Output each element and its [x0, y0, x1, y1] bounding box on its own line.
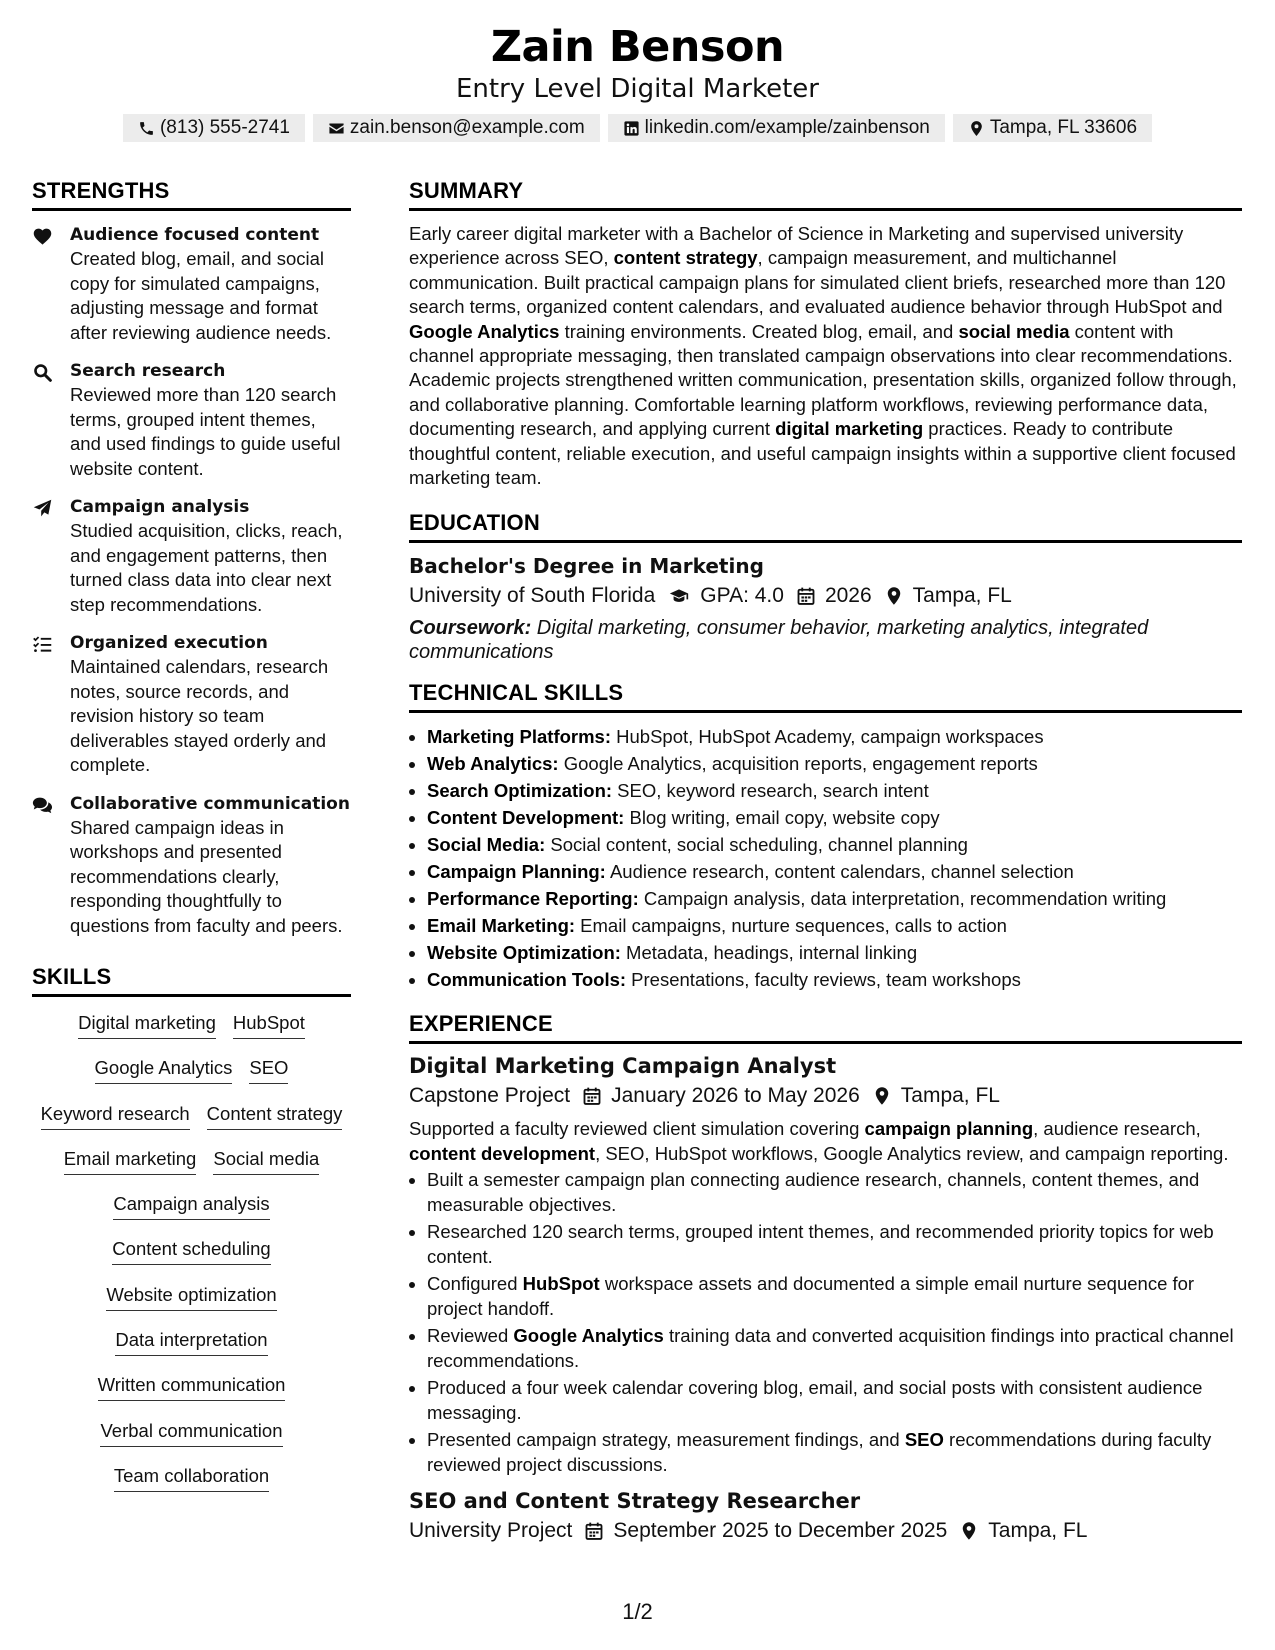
right-column — [409, 178, 1242, 1543]
skill-tag: Digital marketing — [78, 1011, 216, 1039]
strength-title: Collaborative communication — [70, 793, 350, 814]
strength-item — [32, 359, 351, 481]
technical-skill-label: Campaign Planning: — [427, 861, 606, 883]
job-bullet: • Built a semester campaign plan connecting audience research, channels, content themes, and measurable objectives. — [427, 1168, 1242, 1217]
skill-row — [32, 1102, 351, 1147]
skill-row — [32, 1328, 351, 1373]
calendar-icon — [796, 586, 816, 606]
school-name: University of South Florida — [409, 584, 656, 608]
experience-heading: EXPERIENCE — [409, 1011, 1242, 1044]
job-bullet: • Reviewed Google Analytics training data and converted acquisition findings into practical channel recommendations. — [427, 1324, 1242, 1373]
job-dates: September 2025 to December 2025 — [613, 1519, 948, 1543]
location-text: Tampa, FL 33606 — [989, 117, 1138, 138]
contact-phone[interactable] — [123, 114, 305, 142]
contact-location — [953, 114, 1152, 142]
job-bullet: • Produced a four week calendar covering blog, email, and social posts with consistent audience messaging. — [427, 1376, 1242, 1425]
highlight-text: social media — [958, 320, 1070, 342]
skill-row — [32, 1373, 351, 1418]
highlight-text: HubSpot — [522, 1273, 600, 1295]
technical-skill-value: Presentations, faculty reviews, team workshops — [626, 969, 1021, 991]
skill-tag: Team collaboration — [114, 1464, 269, 1492]
skill-tag: SEO — [249, 1056, 288, 1084]
map-pin-icon — [968, 120, 985, 137]
technical-skill-item — [427, 966, 1242, 993]
strength-item — [32, 223, 351, 345]
skill-tag: Email marketing — [64, 1147, 197, 1175]
job-location: Tampa, FL — [900, 1084, 1000, 1108]
technical-skill-item — [427, 750, 1242, 777]
technical-skill-label: Marketing Platforms: — [427, 726, 612, 748]
graduation-cap-icon — [667, 586, 691, 606]
comments-icon — [32, 795, 53, 816]
technical-skill-label: Social Media: — [427, 834, 546, 856]
coursework-list: Digital marketing, consumer behavior, marketing analytics, integrated communications — [409, 617, 1149, 664]
strength-title: Search research — [70, 361, 226, 381]
skills-tag-list — [32, 1011, 351, 1509]
checklist-icon — [32, 634, 53, 655]
skill-tag: Data interpretation — [115, 1328, 267, 1356]
skill-row — [32, 1464, 351, 1509]
strength-title: Audience focused content — [70, 225, 320, 245]
gpa-text: GPA: 4.0 — [700, 584, 784, 608]
coursework — [409, 616, 1242, 664]
envelope-icon — [328, 120, 345, 137]
degree-title: Bachelor's Degree in Marketing — [409, 554, 764, 579]
technical-skill-value: Metadata, headings, internal linking — [620, 942, 918, 964]
strengths-list — [32, 223, 351, 938]
heart-icon — [32, 226, 53, 247]
technical-skill-label: Communication Tools: — [427, 969, 627, 991]
technical-skill-label: Email Marketing: — [427, 915, 576, 937]
education-location: Tampa, FL — [912, 584, 1012, 608]
job-title: Digital Marketing Campaign Analyst — [409, 1054, 837, 1079]
skill-row — [32, 1011, 351, 1056]
technical-skill-item — [427, 858, 1242, 885]
technical-skill-item — [427, 885, 1242, 912]
calendar-icon — [582, 1086, 602, 1106]
strength-description: Maintained calendars, research notes, source records, and revision history so team deliverables stayed orderly and complete. — [70, 656, 329, 775]
technical-skill-value: SEO, keyword research, search intent — [612, 780, 929, 802]
job-intro: Supported a faculty reviewed client simulation covering campaign planning, audience research, content development, SEO, HubSpot workflows, Google Analytics review, and campaign reporting. — [409, 1118, 1229, 1164]
technical-skill-value: Email campaigns, nurture sequences, calls to action — [575, 915, 1007, 937]
technical-skill-item — [427, 804, 1242, 831]
technical-skill-label: Website Optimization: — [427, 942, 621, 964]
paper-plane-icon — [32, 498, 53, 519]
contact-linkedin[interactable] — [608, 114, 945, 142]
highlight-text: SEO — [904, 1429, 944, 1451]
map-pin-icon — [872, 1086, 892, 1106]
job-location: Tampa, FL — [988, 1519, 1088, 1543]
skill-row — [32, 1147, 351, 1192]
strength-description: Reviewed more than 120 search terms, grouped intent themes, and used findings to guide useful website content. — [70, 384, 341, 479]
technical-skill-value: Google Analytics, acquisition reports, engagement reports — [558, 753, 1038, 775]
strength-description: Shared campaign ideas in workshops and presented recommendations clearly, responding thoughtfully to questions from faculty and peers. — [70, 816, 343, 936]
highlight-text: campaign planning — [864, 1118, 1034, 1140]
strengths-heading: STRENGTHS — [32, 178, 351, 211]
job-title: SEO and Content Strategy Researcher — [409, 1489, 861, 1514]
technical-skill-item — [427, 831, 1242, 858]
coursework-label: Coursework: — [409, 617, 532, 640]
skill-row — [32, 1237, 351, 1282]
strength-item — [32, 495, 351, 617]
skill-tag: Google Analytics — [95, 1056, 233, 1084]
job-meta — [409, 1519, 1242, 1543]
education-heading: EDUCATION — [409, 510, 1242, 543]
phone-text: (813) 555-2741 — [159, 117, 290, 138]
highlight-text: Google Analytics — [409, 320, 560, 342]
job-organization: University Project — [409, 1519, 573, 1543]
map-pin-icon — [884, 586, 904, 606]
skill-tag: Campaign analysis — [113, 1192, 269, 1220]
calendar-icon — [584, 1521, 604, 1541]
strength-title: Campaign analysis — [70, 497, 250, 517]
summary-paragraph: Early career digital marketer with a Bachelor of Science in Marketing and supervised university experience across SEO, content strategy, campaign measurement, and multichannel communication. Built practical campaign plans for simulated client briefs, researched more than 120 search terms, organized content calendars, and evaluated audience behavior through HubSpot and Google Analytics training environments. Created blog, email, and social media content with channel appropriate messaging, then translated campaign observations into clear recommendations. Academic projects strengthened written communication, presentation skills, organized follow through, and collaborative planning. Comfortable learning platform workflows, reviewing performance data, documenting research, and applying current digital marketing practices. Ready to contribute thoughtful content, reliable execution, and useful campaign insights within a supportive client focused marketing team. — [409, 223, 1237, 489]
strength-item — [32, 631, 351, 778]
technical-skills-list — [409, 723, 1242, 993]
highlight-text: digital marketing — [775, 418, 924, 440]
technical-skill-value: HubSpot, HubSpot Academy, campaign workspaces — [611, 726, 1044, 748]
skill-tag: Keyword research — [41, 1102, 190, 1130]
skills-heading: SKILLS — [32, 964, 351, 997]
skill-tag: Verbal communication — [100, 1419, 282, 1447]
linkedin-icon — [623, 120, 640, 137]
skill-row — [32, 1056, 351, 1101]
highlight-text: content development — [409, 1142, 596, 1164]
skill-tag: Written communication — [98, 1373, 286, 1401]
summary-heading: SUMMARY — [409, 178, 1242, 211]
technical-skill-item — [427, 912, 1242, 939]
linkedin-text: linkedin.com/example/zainbenson — [644, 117, 930, 138]
graduation-year: 2026 — [824, 584, 872, 608]
skill-row — [32, 1419, 351, 1464]
candidate-name: Zain Benson — [490, 22, 785, 72]
skill-tag: Social media — [213, 1147, 319, 1175]
job-bullet: • Researched 120 search terms, grouped intent themes, and recommended priority topics for web content. — [427, 1220, 1242, 1269]
search-icon — [32, 362, 53, 383]
technical-skill-item — [427, 723, 1242, 750]
left-column — [32, 178, 351, 1509]
job-bullet: • Presented campaign strategy, measurement findings, and SEO recommendations during faculty reviewed project discussions. — [427, 1428, 1242, 1477]
job-bullet: • Configured HubSpot workspace assets and documented a simple email nurture sequence for project handoff. — [427, 1272, 1242, 1321]
contact-email[interactable] — [313, 114, 600, 142]
technical-skills-heading: TECHNICAL SKILLS — [409, 680, 1242, 713]
skill-tag: Content scheduling — [112, 1237, 270, 1265]
job-organization: Capstone Project — [409, 1084, 571, 1108]
page-number: 1/2 — [622, 1599, 653, 1624]
technical-skill-item — [427, 939, 1242, 966]
technical-skill-label: Content Development: — [427, 807, 625, 829]
skill-row — [32, 1283, 351, 1328]
technical-skill-label: Web Analytics: — [427, 753, 559, 775]
technical-skill-value: Social content, social scheduling, channel planning — [545, 834, 968, 856]
technical-skill-value: Campaign analysis, data interpretation, recommendation writing — [638, 888, 1167, 910]
highlight-text: Google Analytics — [513, 1325, 664, 1347]
technical-skill-value: Blog writing, email copy, website copy — [624, 807, 940, 829]
skill-row — [32, 1192, 351, 1237]
technical-skill-value: Audience research, content calendars, channel selection — [605, 861, 1074, 883]
email-text: zain.benson@example.com — [349, 117, 585, 138]
skill-tag: Website optimization — [106, 1283, 276, 1311]
technical-skill-label: Search Optimization: — [427, 780, 613, 802]
education-meta — [409, 584, 1242, 608]
contact-bar — [0, 114, 1275, 142]
skill-tag: Content strategy — [207, 1102, 343, 1130]
job-meta — [409, 1084, 1242, 1108]
technical-skill-item — [427, 777, 1242, 804]
strength-description: Studied acquisition, clicks, reach, and engagement patterns, then turned class data into clear next step recommendations. — [70, 520, 343, 615]
technical-skill-label: Performance Reporting: — [427, 888, 639, 910]
highlight-text: content strategy — [613, 247, 758, 269]
strength-title: Organized execution — [70, 633, 268, 653]
job-dates: January 2026 to May 2026 — [611, 1084, 860, 1108]
skill-tag: HubSpot — [233, 1011, 305, 1039]
phone-icon — [138, 120, 155, 137]
job-bullets — [409, 1168, 1242, 1477]
map-pin-icon — [959, 1521, 979, 1541]
strength-description: Created blog, email, and social copy for simulated campaigns, adjusting message and format after reviewing audience needs. — [70, 248, 332, 343]
job-title: Entry Level Digital Marketer — [456, 74, 819, 104]
strength-item — [32, 792, 351, 939]
